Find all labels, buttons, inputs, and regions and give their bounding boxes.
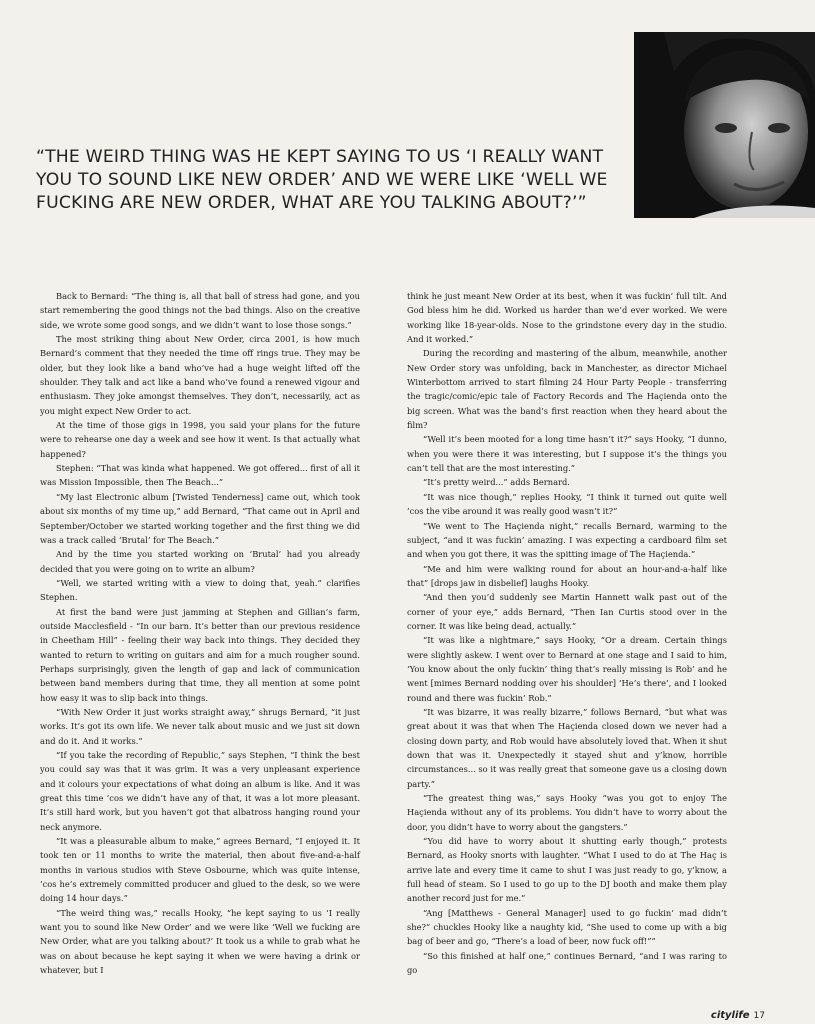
paragraph: “It was bizarre, it was really bizarre,” follows Bernard, “but what was great about it was that when The Haçienda closed down we never had a closing down party, and Rob would have absolutely loved that. When it shut down that was it. Unexpectedly it stayed shut and y’know, horrible circumstances... so it was really great that someone gave us a closing down party.” — [407, 706, 727, 789]
page-footer — [711, 1010, 765, 1021]
paragraph: And by the time you started working on ‘Brutal’ had you already decided that you were going on to write an album? — [40, 549, 360, 574]
paragraph: Stephen: “That was kinda what happened. We got offered... first of all it was Mission Impossible, then The Beach...” — [40, 463, 360, 488]
left-column — [40, 289, 360, 978]
paragraph: “It’s pretty weird...” adds Bernard. — [423, 477, 570, 488]
pull-quote: “THE WEIRD THING WAS HE KEPT SAYING TO US ‘I REALLY WANT YOU TO SOUND LIKE NEW ORDER’ AND WE WERE LIKE ‘WELL WE FUCKING ARE NEW ORDER, WHAT ARE YOU TALKING ABOUT?’” — [36, 147, 608, 213]
portrait-photo — [634, 32, 815, 218]
paragraph: Back to Bernard: “The thing is, all that ball of stress had gone, and you start remembering the good things not the bad things. Also on the creative side, we wrote some good songs, and we didn’t want to lose those songs.” — [40, 291, 360, 330]
paragraph: During the recording and mastering of the album, meanwhile, another New Order story was unfolding, back in Manchester, as director Michael Winterbottom arrived to start filming 24 Hour Party People - transferring the tragic/comic/epic tale of Factory Records and The Haçienda onto the big screen. What was the band’s first reaction when they heard about the film? — [407, 348, 727, 431]
portrait-image — [634, 32, 815, 218]
paragraph: At first the band were just jamming at Stephen and Gillian’s farm, outside Macclesfield - “In our barn. It’s better than our previous residence in Cheetham Hill” - feeling their way back into things. They decided they wanted to return to writing on guitars and aim for a much rougher sound. Perhaps surprisingly, given the length of gap and lack of communication between band members during that time, they all mention at some point how easy it was to slip back into things. — [40, 606, 360, 703]
paragraph: “With New Order it just works straight away,” shrugs Bernard, “it just works. It’s got its own life. We never talk about music and we just sit down and do it. And it works.” — [40, 706, 360, 746]
right-column — [407, 289, 727, 978]
paragraph: “You did have to worry about it shutting early though,” protests Bernard, as Hooky snorts with laughter. “What I used to do at The Haç is arrive late and every time it came to shut I was just ready to go, y’know, a full head of steam. So I used to go up to the DJ booth and make them play another record just for me.” — [407, 836, 727, 904]
paragraph: “It was a pleasurable album to make,” agrees Bernard, “I enjoyed it. It took ten or 11 months to write the material, then about five-and-a-half months in various studios with Steve Osbourne, which was quite intense, ’cos he’s extremely committed producer and glued to the desk, so we were doing 14 hour days.” — [40, 836, 360, 904]
page-number: 17 — [753, 1011, 765, 1021]
paragraph: “The weird thing was,” recalls Hooky, “he kept saying to us ‘I really want you to sound like New Order’ and we were like ‘Well we fucking are New Order, what are you talking about?’ It took us a while to grab what he was on about because he kept saying it when we were having a drink or whatever, but I — [40, 907, 360, 976]
paragraph: At the time of those gigs in 1998, you said your plans for the future were to rehearse one day a week and see how it went. Is that actually what happened? — [40, 420, 360, 459]
paragraph: The most striking thing about New Order, circa 2001, is how much Bernard’s comment that they needed the time off rings true. They may be older, but they look like a band who’ve had a huge weight lifted off the shoulder. They talk and act like a band who’ve found a renewed vigour and enthusiasm. They joke amongst themselves. They don’t, necessarily, act as you might expect New Order to act. — [40, 334, 360, 416]
paragraph: “If you take the recording of Republic,” says Stephen, “I think the best you could say was that it was grim. It was a very unpleasant experience and it colours your expectations of what doing an album is like. And it was great this time ’cos we didn’t have any of that, it was a lot more pleasant. It’s still hard work, but you haven’t got that albatross hanging round your neck anymore. — [40, 750, 360, 832]
paragraph: “So this finished at half one,” continues Bernard, “and I was raring to go — [407, 950, 727, 976]
paragraph-continued: think he just meant New Order at its best, when it was fuckin’ full tilt. And God bless him he did. Worked us harder than we’d ever worked. We were working like 18-year-olds. Nose to the grindstone every day in the studio. And it worked.” — [407, 291, 727, 345]
magazine-name: citylife — [710, 1010, 750, 1021]
paragraph: “It was like a nightmare,” says Hooky, “Or a dream. Certain things were slightly askew. I went over to Bernard at one stage and I said to him, ‘You know about the only fuckin’ thing that’s really missing is Rob’ and he went [mimes Bernard nodding over his shoulder] ‘He’s there’, and I looked round and there was fuckin’ Rob.” — [407, 635, 727, 703]
paragraph: “And then you’d suddenly see Martin Hannett walk past out of the corner of your eye,” adds Bernard, “Then Ian Curtis stood over in the corner. It was like being dead, actually.” — [407, 592, 727, 631]
paragraph: “My last Electronic album [Twisted Tenderness] came out, which took about six months of my time up,” add Bernard, “That came out in April and September/October we started working together and the first thing we did was a track called ‘Brutal’ for The Beach.” — [40, 491, 360, 545]
paragraph: “The greatest thing was,” says Hooky “was you got to enjoy The Haçienda without any of its problems. You didn’t have to worry about the door, you didn’t have to worry about the gangsters.” — [407, 793, 727, 832]
paragraph: “Well it’s been mooted for a long time hasn’t it?” says Hooky, “I dunno, when you were there it was interesting, but I suppose it’s the things you can’t tell that are the most interesting.” — [407, 434, 727, 474]
paragraph: “We went to The Haçienda night,” recalls Bernard, warming to the subject, “and it was fuckin’ amazing. I was expecting a cardboard film set and when you got there, it was the spitting image of The Haçienda.” — [407, 520, 727, 560]
paragraph: “Ang [Matthews - General Manager] used to go fuckin’ mad didn’t she?” chuckles Hooky like a naughty kid, “She used to come up with a big bag of beer and go, “There’s a load of beer, now fuck off!”” — [407, 907, 727, 947]
paragraph: “Me and him were walking round for about an hour-and-a-half like that” [drops jaw in disbelief] laughs Hooky. — [407, 563, 727, 588]
paragraph: “It was nice though,” replies Hooky, “I think it turned out quite well ’cos the vibe around it was really good wasn’t it?” — [407, 491, 727, 517]
paragraph: “Well, we started writing with a view to doing that, yeah.” clarifies Stephen. — [40, 577, 360, 603]
